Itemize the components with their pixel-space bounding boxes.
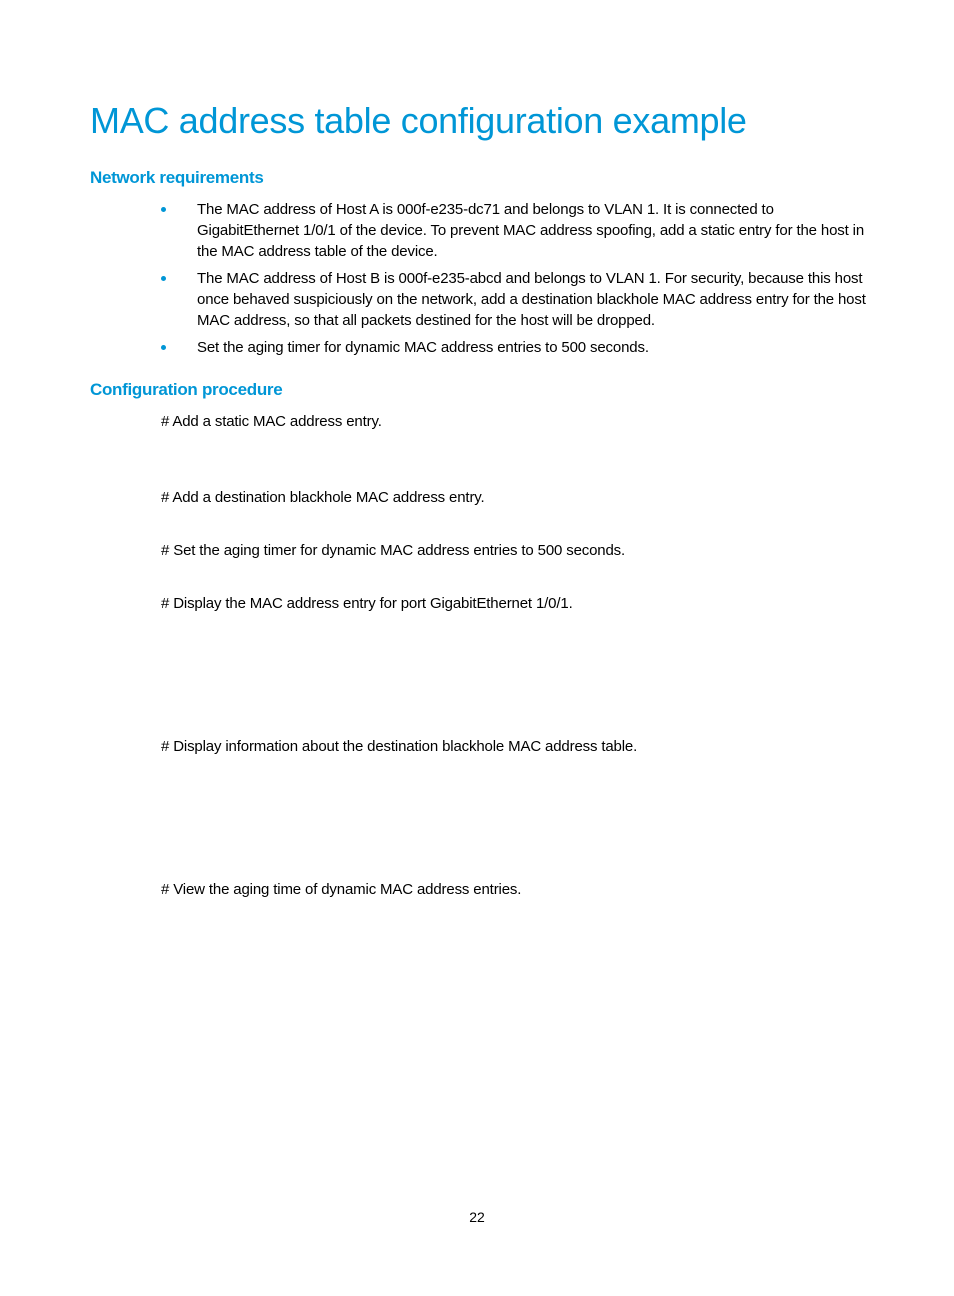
- step-set-aging-timer: # Set the aging timer for dynamic MAC address entries to 500 seconds.: [161, 542, 626, 559]
- bullet-dot-icon: [161, 276, 166, 281]
- requirement-item-host-a: [160, 199, 870, 262]
- requirement-text: The MAC address of Host A is 000f-e235-dc71 and belongs to VLAN 1. It is connected to GigabitEthernet 1/0/1 of the device. To prevent MAC address spoofing, add a static entry for the host in the MAC address table of the device.: [197, 201, 865, 260]
- step-display-port-entry: # Display the MAC address entry for port GigabitEthernet 1/0/1.: [161, 595, 573, 612]
- network-requirements-heading: Network requirements: [90, 168, 264, 187]
- bullet-dot-icon: [161, 345, 166, 350]
- configuration-procedure-heading: Configuration procedure: [90, 380, 283, 399]
- requirement-text: The MAC address of Host B is 000f-e235-abcd and belongs to VLAN 1. For security, because this host once behaved suspiciously on the network, add a destination blackhole MAC address entry for the host MAC address, so that all packets destined for the host will be dropped.: [197, 270, 866, 329]
- step-add-static-entry: # Add a static MAC address entry.: [161, 413, 382, 430]
- requirement-item-aging-timer: [160, 337, 870, 358]
- step-add-blackhole-entry: # Add a destination blackhole MAC address entry.: [161, 489, 485, 506]
- step-view-aging-time: # View the aging time of dynamic MAC address entries.: [161, 881, 522, 898]
- bullet-dot-icon: [161, 207, 166, 212]
- requirement-item-host-b: [160, 268, 870, 331]
- step-display-blackhole-table: # Display information about the destination blackhole MAC address table.: [161, 738, 638, 755]
- page-number: 22: [469, 1209, 485, 1225]
- page-title: MAC address table configuration example: [90, 100, 747, 141]
- requirement-text: Set the aging timer for dynamic MAC address entries to 500 seconds.: [197, 339, 649, 356]
- network-requirements-list: [160, 199, 870, 364]
